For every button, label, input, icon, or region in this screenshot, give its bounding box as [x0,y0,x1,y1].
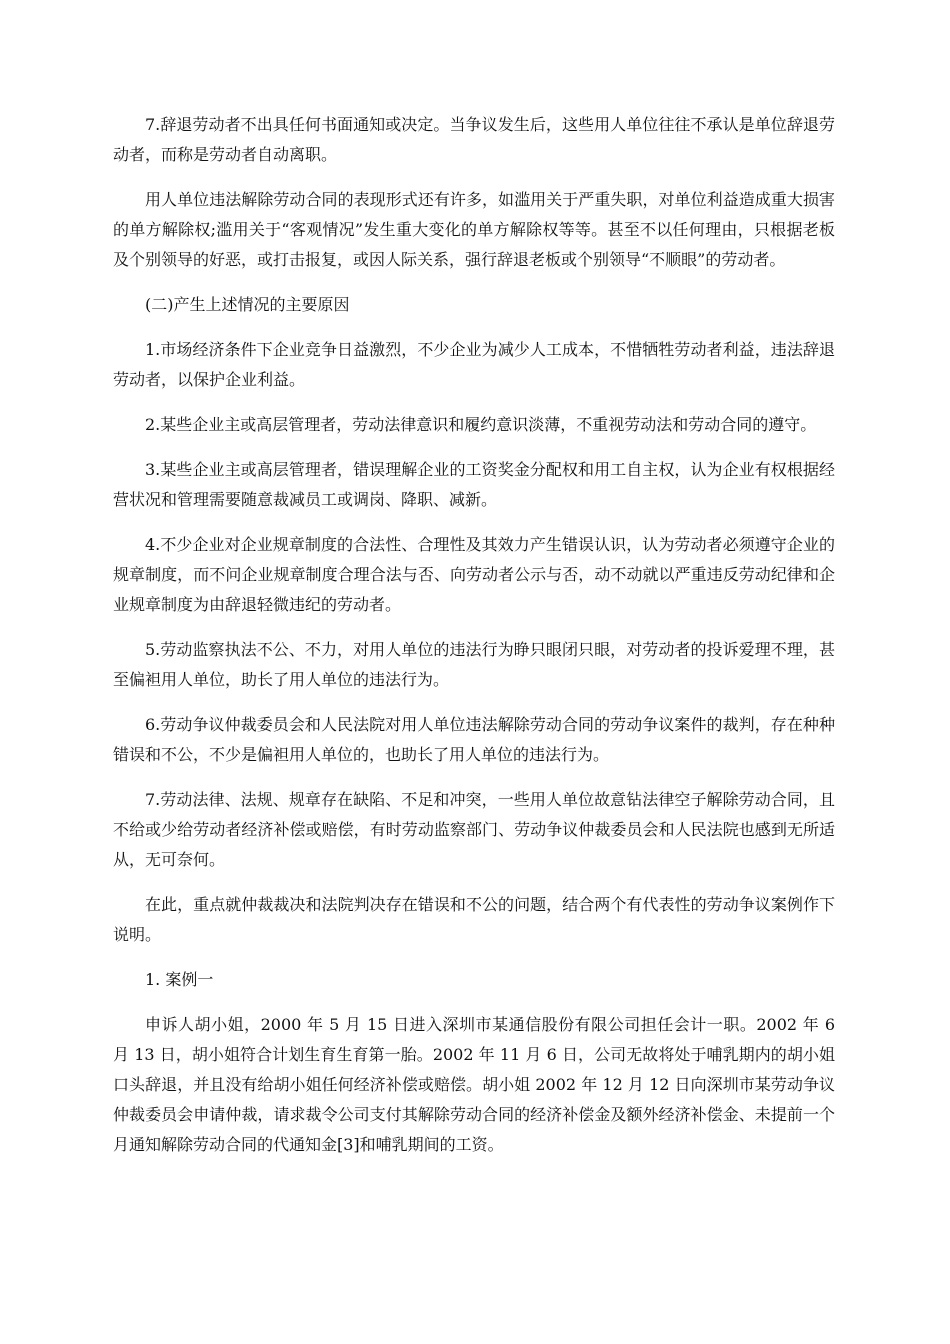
paragraph-case-one-facts: 申诉人胡小姐，2000 年 5 月 15 日进入深圳市某通信股份有限公司担任会计一职。2002 年 6 月 13 日，胡小姐符合计划生育生育第一胎。2002 年 11 月 6 日，公司无故将处于哺乳期内的胡小姐口头辞退，并且没有给胡小姐任何经济补偿或赔偿。胡小姐 2002 年 12 月 12 日向深圳市某劳动争议仲裁委员会申请仲裁，请求裁令公司支付其解除劳动合同的经济补偿金及额外经济补偿金、未提前一个月通知解除劳动合同的代通知金[3]和哺乳期间的工资。 [113,1015,835,1154]
paragraph-cause-3: 3.某些企业主或高层管理者，错误理解企业的工资奖金分配权和用工自主权，认为企业有权根据经营状况和管理需要随意裁减员工或调岗、降职、减新。 [113,460,835,509]
paragraph-cause-7: 7.劳动法律、法规、规章存在缺陷、不足和冲突，一些用人单位故意钻法律空子解除劳动合同，且不给或少给劳动者经济补偿或赔偿，有时劳动监察部门、劳动争议仲裁委员会和人民法院也感到无所适从，无可奈何。 [113,790,835,869]
document-body [113,110,835,1175]
paragraph-cause-1: 1.市场经济条件下企业竞争日益激烈，不少企业为减少人工成本，不惜牺牲劳动者利益，违法辞退劳动者，以保护企业利益。 [113,340,835,389]
case-one-heading: 1. 案例一 [145,970,214,989]
paragraph-case-intro: 在此，重点就仲裁裁决和法院判决存在错误和不公的问题，结合两个有代表性的劳动争议案例作下说明。 [113,895,835,944]
paragraph-other-forms: 用人单位违法解除劳动合同的表现形式还有许多，如滥用关于严重失职，对单位利益造成重大损害的单方解除权;滥用关于“客观情况”发生重大变化的单方解除权等等。甚至不以任何理由，只根据老板及个别领导的好恶，或打击报复，或因人际关系，强行辞退老板或个别领导“不顺眼”的劳动者。 [113,190,835,269]
paragraph-cause-2: 2.某些企业主或高层管理者，劳动法律意识和履约意识淡薄，不重视劳动法和劳动合同的遵守。 [145,415,817,434]
paragraph-dismissal-without-notice: 7.辞退劳动者不出具任何书面通知或决定。当争议发生后，这些用人单位往往不承认是单位辞退劳动者，而称是劳动者自动离职。 [113,115,835,164]
section-heading-causes: (二)产生上述情况的主要原因 [145,295,350,314]
paragraph-cause-6: 6.劳动争议仲裁委员会和人民法院对用人单位违法解除劳动合同的劳动争议案件的裁判，存在种种错误和不公，不少是偏袒用人单位的，也助长了用人单位的违法行为。 [113,715,835,764]
paragraph-cause-5: 5.劳动监察执法不公、不力，对用人单位的违法行为睁只眼闭只眼，对劳动者的投诉爱理不理，甚至偏袒用人单位，助长了用人单位的违法行为。 [113,640,835,689]
paragraph-cause-4: 4.不少企业对企业规章制度的合法性、合理性及其效力产生错误认识，认为劳动者必须遵守企业的规章制度，而不问企业规章制度合理合法与否、向劳动者公示与否，动不动就以严重违反劳动纪律和企业规章制度为由辞退轻微违纪的劳动者。 [113,535,835,614]
